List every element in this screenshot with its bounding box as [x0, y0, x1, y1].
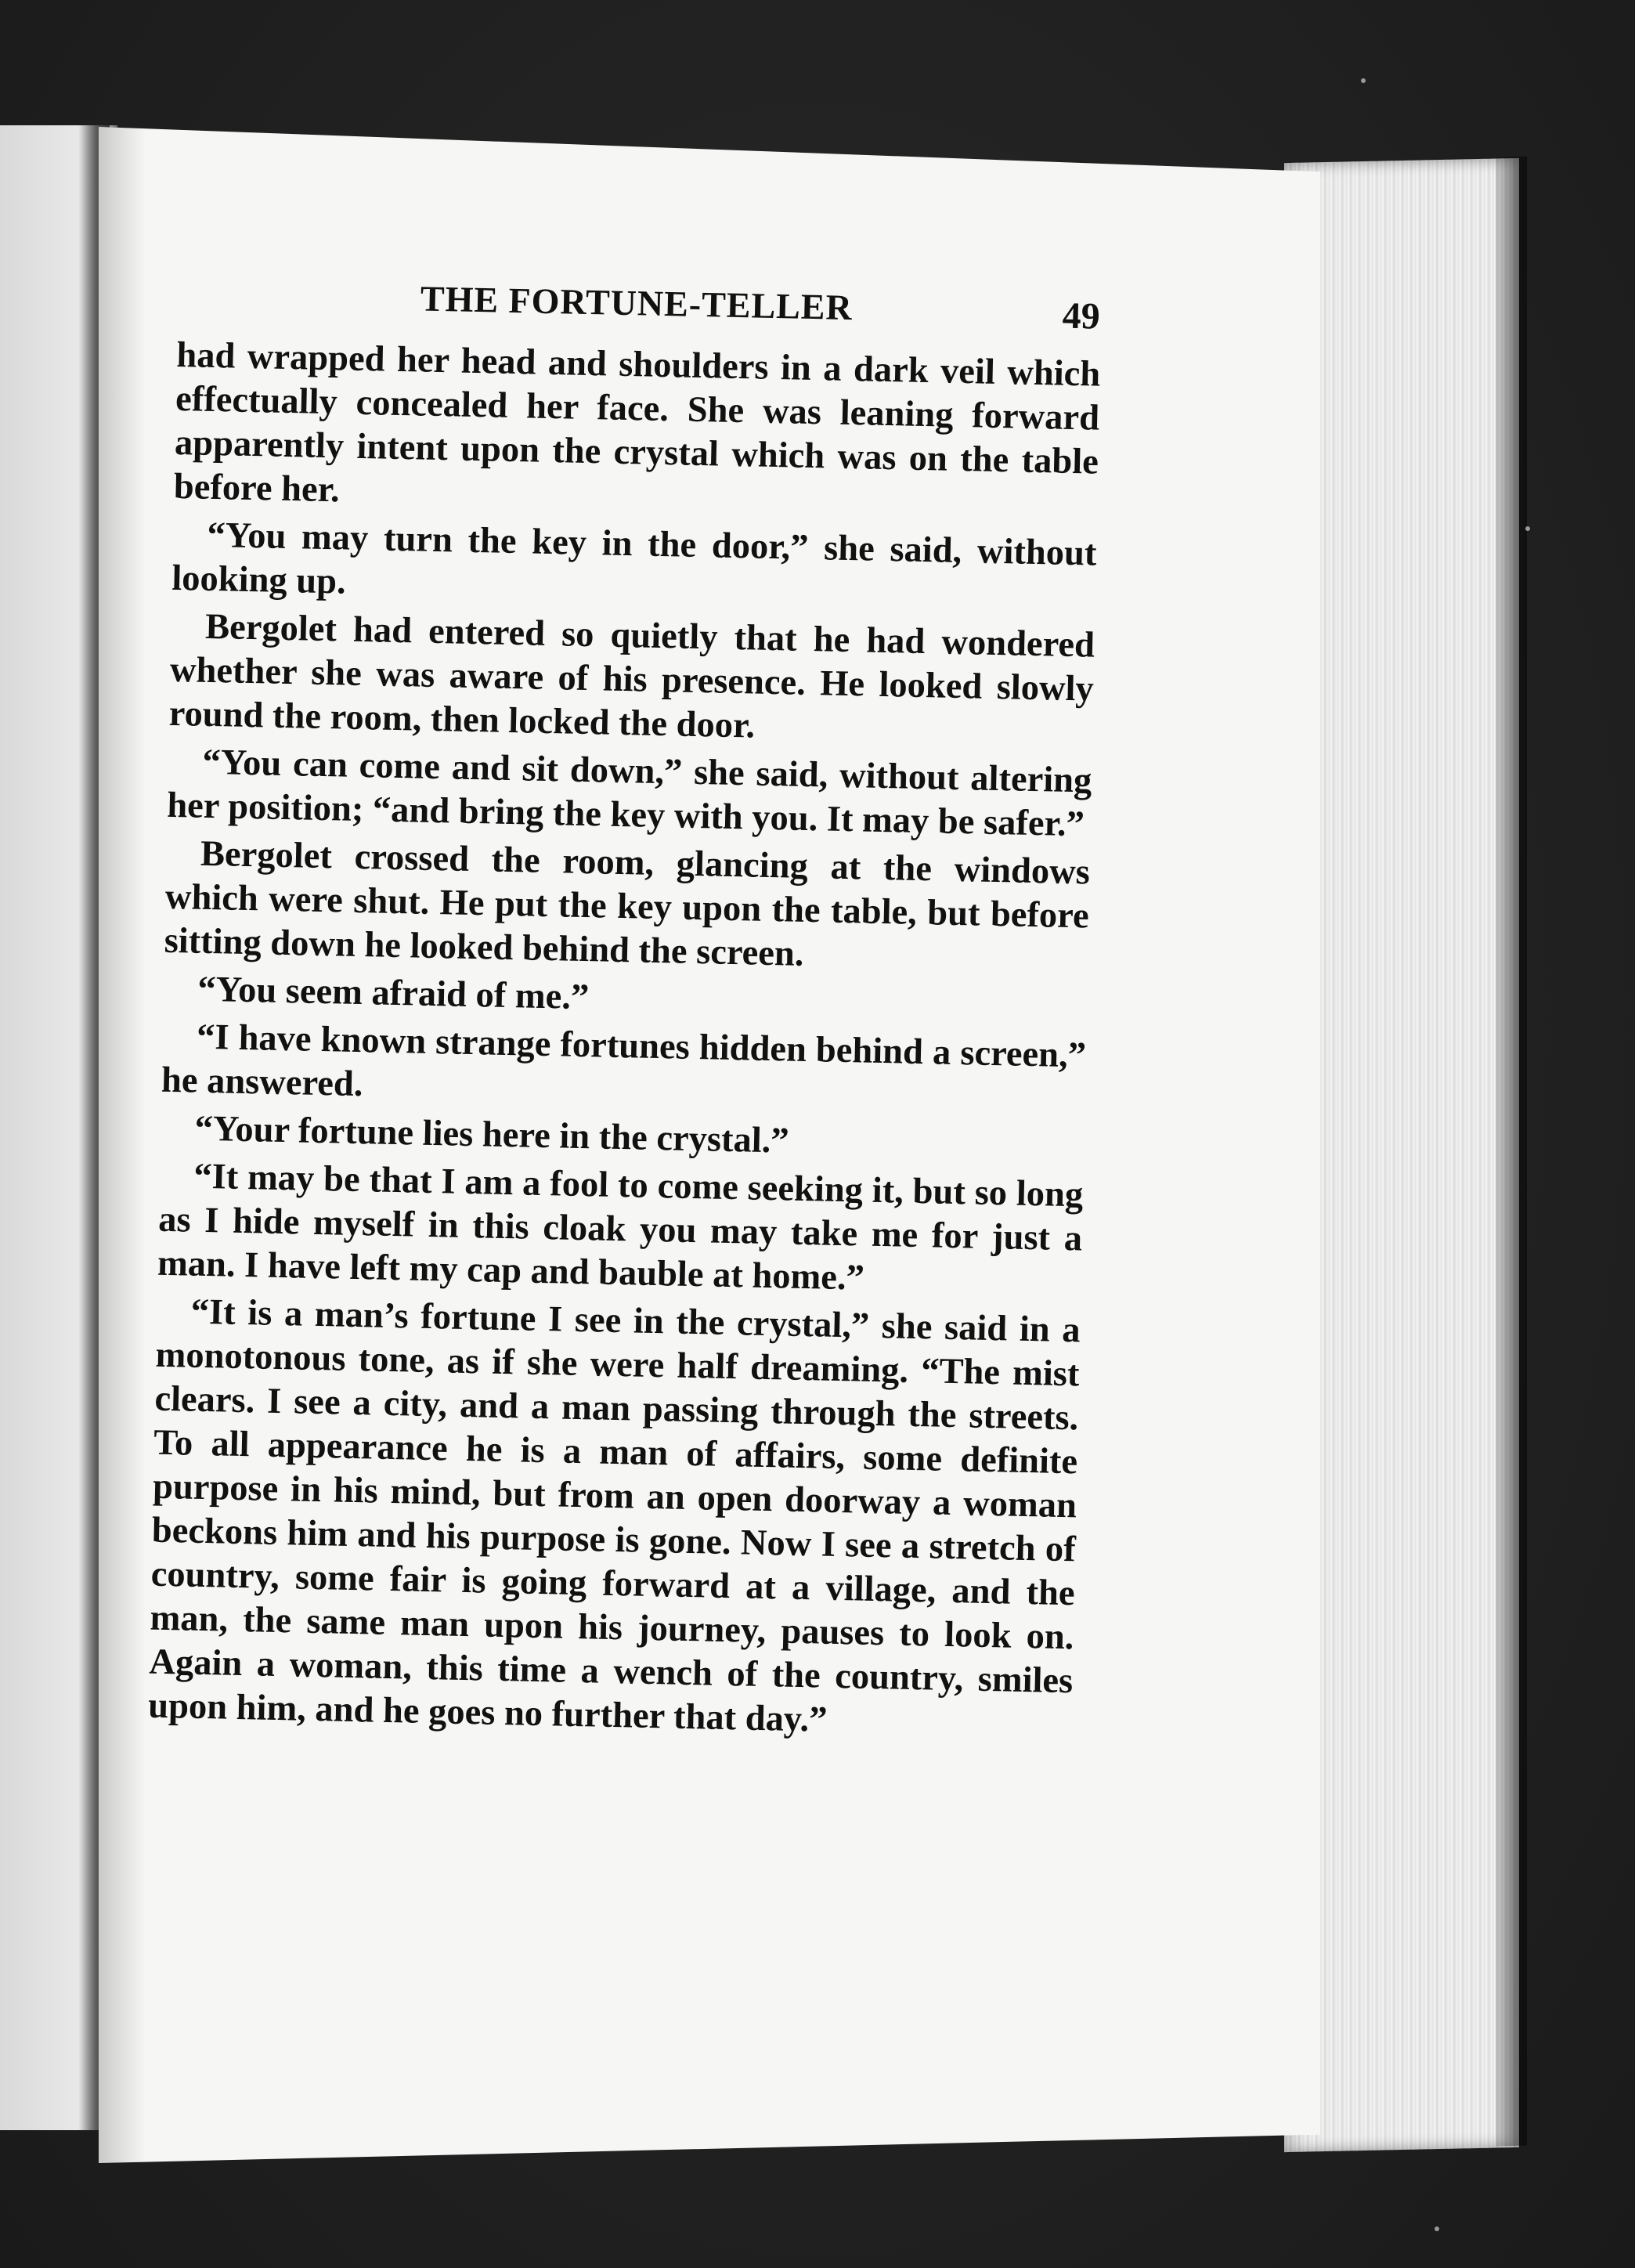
- paragraph: “It may be that I am a fool to come seeking it, but so long as I hide myself in this cloak you may take me for just a man. I have left my cap and bauble at home.”: [157, 1156, 1084, 1298]
- running-title: THE FORTUNE-TELLER: [420, 278, 854, 328]
- dust-speck: [1361, 78, 1366, 83]
- paragraph: Bergolet crossed the room, glancing at the windows which were shut. He put the key upon the table, but before sitting down he looked behind the screen.: [164, 833, 1091, 974]
- dust-speck: [1525, 526, 1530, 531]
- paragraph: “You may turn the key in the door,” she said, without looking up.: [171, 515, 1097, 602]
- page-inner-shade: [99, 127, 146, 2163]
- dust-speck: [1435, 2226, 1439, 2231]
- paragraph: Bergolet had entered so quietly that he had wondered whether she was aware of his presence. He looked slowly round the room, then locked the door.: [168, 606, 1095, 746]
- paragraph: “It is a man’s fortune I see in the crystal,” she said in a monotonous tone, as if she were half dreaming. “The mist clears. I see a city, and a man passing through the streets. To all appearance he is a man of affairs, some definite purpose in his mind, but from an open doorway a woman beckons him and his purpose is gone. Now I see a stretch of country, some fair is going forward at a village, and the man, the same man upon his journey, pauses to look on. Again a woman, this time a wench of the country, smiles upon him, and he goes no further that day.”: [147, 1291, 1081, 1740]
- paragraph: “You seem afraid of me.”: [197, 969, 590, 1018]
- paragraph: had wrapped her head and shoulders in a dark veil which effectually concealed her face. She was leaning forward apparently intent upon the crystal which was on the table before her.: [173, 334, 1101, 511]
- text-block: [148, 258, 1103, 1751]
- paragraph: “I have known strange fortunes hidden behind a screen,” he answered.: [161, 1017, 1087, 1105]
- body-text: [148, 334, 1101, 1747]
- paragraph: “Your fortune lies here in the crystal.”: [194, 1108, 790, 1161]
- page-edges-shadow: [1496, 157, 1527, 2147]
- page-number: 49: [1062, 294, 1101, 338]
- paragraph: “You can come and sit down,” she said, without altering her position; “and bring the key with you. It may be safer.”: [166, 742, 1092, 845]
